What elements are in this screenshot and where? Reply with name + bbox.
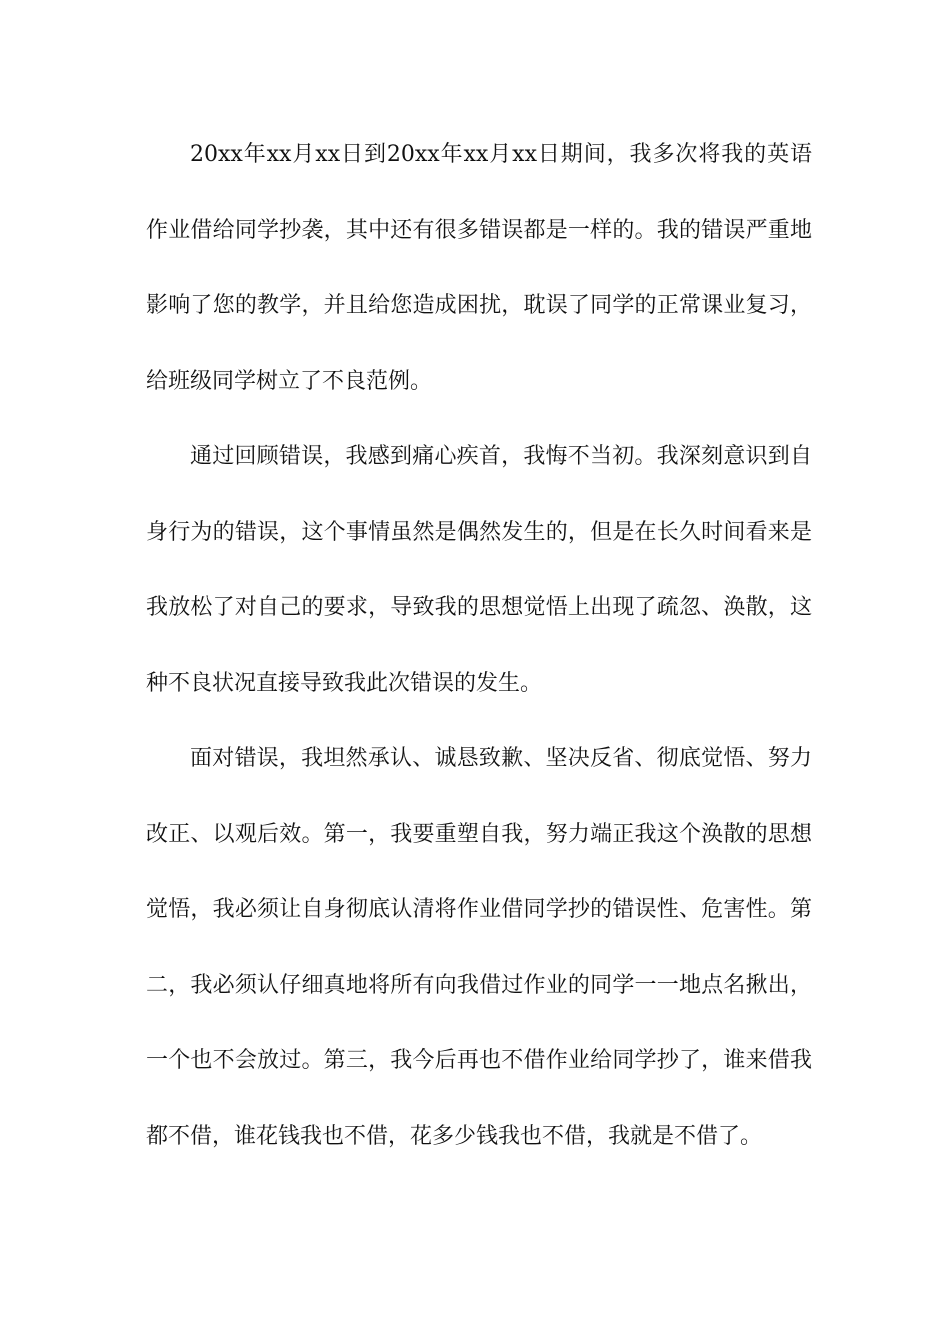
document-body	[146, 117, 812, 1174]
paragraph-3: 面对错误，我坦然承认、诚恳致歉、坚决反省、彻底觉悟、努力改正、以观后效。第一，我要重塑自我，努力端正我这个涣散的思想觉悟，我必须让自身彻底认清将作业借同学抄的错误性、危害性。第二，我必须认仔细真地将所有向我借过作业的同学一一地点名揪出，一个也不会放过。第三，我今后再也不借作业给同学抄了，谁来借我都不借，谁花钱我也不借，花多少钱我也不借，我就是不借了。	[146, 746, 812, 1149]
paragraph-1: 20xx年xx月xx日到20xx年xx月xx日期间，我多次将我的英语作业借给同学抄袭，其中还有很多错误都是一样的。我的错误严重地影响了您的教学，并且给您造成困扰，耽误了同学的正常课业复习，给班级同学树立了不良范例。	[146, 142, 812, 394]
paragraph-2: 通过回顾错误，我感到痛心疾首，我悔不当初。我深刻意识到自身行为的错误，这个事情虽然是偶然发生的，但是在长久时间看来是我放松了对自己的要求，导致我的思想觉悟上出现了疏忽、涣散，这种不良状况直接导致我此次错误的发生。	[146, 444, 812, 696]
